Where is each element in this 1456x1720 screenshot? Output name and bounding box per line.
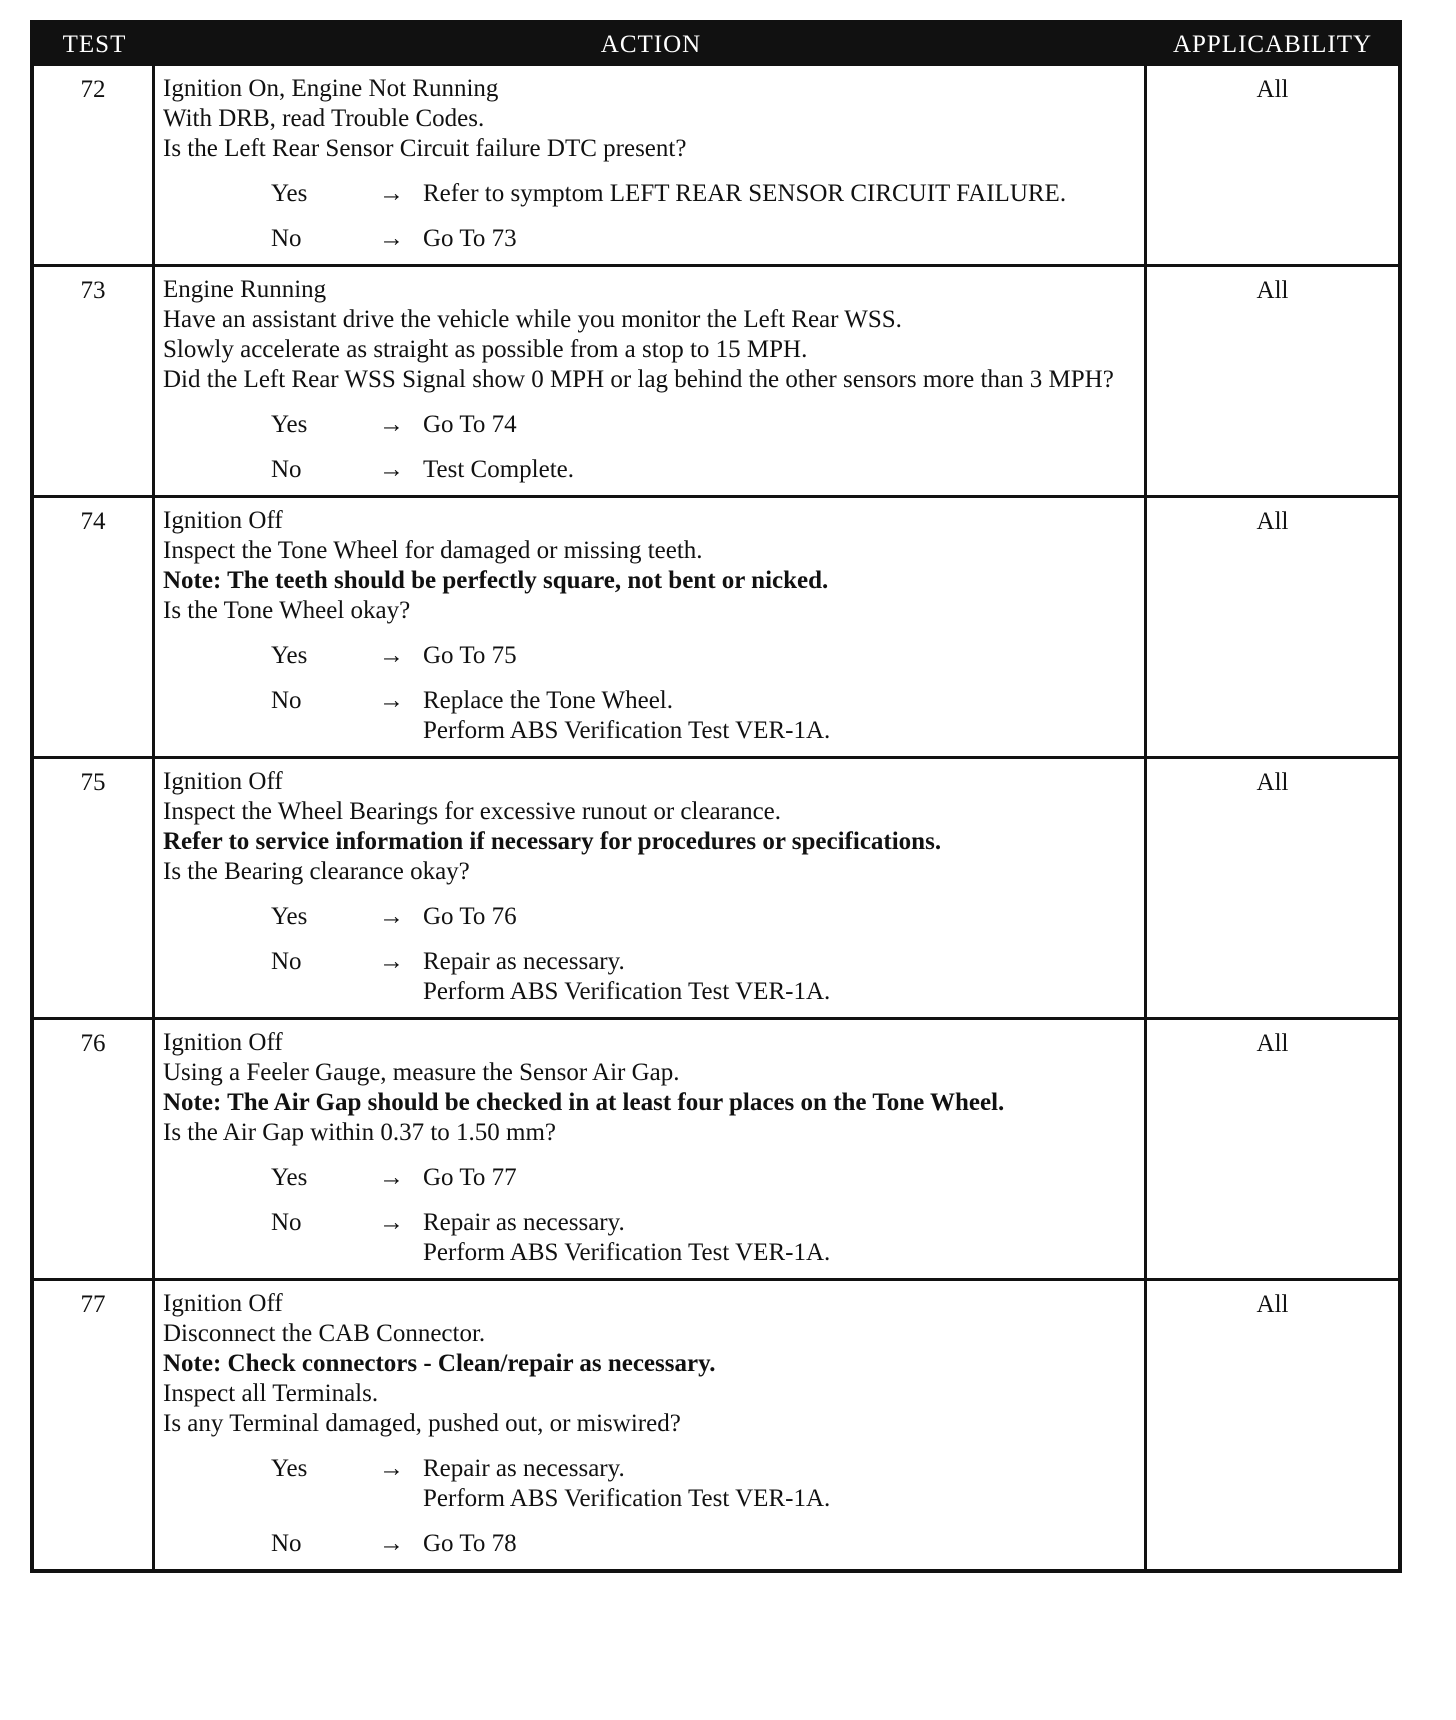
answer-no [163,947,1138,1007]
answer-result [423,1208,1138,1268]
note-text: Note: Check connectors - Clean/repair as necessary. [163,1350,716,1377]
result-line: Perform ABS Verification Test VER-1A. [423,1485,831,1512]
arrow-icon: → [379,1455,404,1482]
step-text: Ignition On, Engine Not Running [163,75,499,102]
header-action: ACTION [600,31,702,58]
table-row [34,756,1398,1017]
answer-label: Yes [271,903,308,930]
answer-result [423,455,1138,485]
applicability-cell: All [1256,1291,1289,1318]
table-row [34,495,1398,756]
answer-label: Yes [271,180,308,207]
result-line: Go To 73 [423,225,517,252]
result-line: Go To 75 [423,642,517,669]
step-text: Ignition Off [163,768,283,795]
result-line: Perform ABS Verification Test VER-1A. [423,978,831,1005]
action-cell [155,267,1147,495]
table-header [34,24,1398,66]
arrow-icon: → [379,1530,404,1557]
step-text: Engine Running [163,276,327,303]
answer-label: No [271,687,302,714]
answer-yes [163,410,1138,440]
answer-label: Yes [271,1164,308,1191]
answer-result [423,179,1138,209]
step-text: Disconnect the CAB Connector. [163,1320,486,1347]
arrow-icon: → [379,411,404,438]
answer-label: No [271,1530,302,1557]
answer-yes [163,641,1138,671]
answer-result [423,947,1138,1007]
action-cell [155,1281,1147,1569]
test-number: 76 [34,1020,155,1278]
test-number: 72 [34,66,155,264]
applicability-cell: All [1256,508,1289,535]
answer-yes [163,179,1138,209]
answer-no [163,686,1138,746]
step-text: Using a Feeler Gauge, measure the Sensor Air Gap. [163,1059,680,1086]
answer-no [163,224,1138,254]
result-line: Go To 77 [423,1164,517,1191]
step-text: Slowly accelerate as straight as possible from a stop to 15 MPH. [163,336,808,363]
step-text: Ignition Off [163,1029,283,1056]
answer-label: Yes [271,642,308,669]
arrow-icon: → [379,180,404,207]
answer-result [423,1529,1138,1559]
step-text: Is any Terminal damaged, pushed out, or miswired? [163,1410,681,1437]
action-cell [155,1020,1147,1278]
applicability-cell: All [1256,769,1289,796]
table-row [34,66,1398,264]
step-text: Is the Bearing clearance okay? [163,858,470,885]
result-line: Replace the Tone Wheel. [423,687,673,714]
table-row [34,1278,1398,1569]
arrow-icon: → [379,456,404,483]
result-line: Go To 74 [423,411,517,438]
header-test: TEST [62,31,127,58]
result-line: Perform ABS Verification Test VER-1A. [423,1239,831,1266]
note-text: Refer to service information if necessary for procedures or specifications. [163,828,942,855]
answer-result [423,902,1138,932]
answer-yes [163,1163,1138,1193]
test-number: 73 [34,267,155,495]
test-number: 77 [34,1281,155,1569]
action-cell [155,498,1147,756]
applicability-cell: All [1256,277,1289,304]
table-row [34,1017,1398,1278]
answer-no [163,1529,1138,1559]
step-text: Is the Tone Wheel okay? [163,597,411,624]
table-body [34,66,1398,1569]
test-number: 75 [34,759,155,1017]
step-text: Have an assistant drive the vehicle while you monitor the Left Rear WSS. [163,306,902,333]
result-line: Repair as necessary. [423,948,625,975]
step-text: Inspect the Wheel Bearings for excessive runout or clearance. [163,798,782,825]
result-line: Perform ABS Verification Test VER-1A. [423,717,831,744]
step-text: Did the Left Rear WSS Signal show 0 MPH or lag behind the other sensors more than 3 MPH? [163,366,1114,393]
answer-label: No [271,225,302,252]
step-text: With DRB, read Trouble Codes. [163,105,485,132]
step-text: Is the Left Rear Sensor Circuit failure DTC present? [163,135,687,162]
arrow-icon: → [379,225,404,252]
test-number: 74 [34,498,155,756]
answer-no [163,455,1138,485]
answer-yes [163,902,1138,932]
arrow-icon: → [379,687,404,714]
answer-label: Yes [271,1455,308,1482]
note-text: Note: The Air Gap should be checked in at least four places on the Tone Wheel. [163,1089,1005,1116]
answer-label: Yes [271,411,308,438]
step-text: Inspect all Terminals. [163,1380,379,1407]
answer-no [163,1208,1138,1268]
answer-result [423,1163,1138,1193]
result-line: Go To 76 [423,903,517,930]
arrow-icon: → [379,1164,404,1191]
answer-label: No [271,456,302,483]
answer-result [423,410,1138,440]
header-applicability: APPLICABILITY [1172,31,1373,58]
answer-label: No [271,948,302,975]
result-line: Go To 78 [423,1530,517,1557]
answer-result [423,686,1138,746]
step-text: Is the Air Gap within 0.37 to 1.50 mm? [163,1119,557,1146]
applicability-cell: All [1256,1030,1289,1057]
result-line: Test Complete. [423,456,575,483]
arrow-icon: → [379,903,404,930]
action-cell [155,66,1147,264]
result-line: Refer to symptom LEFT REAR SENSOR CIRCUIT FAILURE. [423,180,1067,207]
answer-result [423,641,1138,671]
step-text: Ignition Off [163,507,283,534]
step-text: Ignition Off [163,1290,283,1317]
note-text: Note: The teeth should be perfectly square, not bent or nicked. [163,567,829,594]
applicability-cell: All [1256,76,1289,103]
diagnostic-table [30,20,1402,1573]
answer-result [423,1454,1138,1514]
step-text: Inspect the Tone Wheel for damaged or missing teeth. [163,537,703,564]
result-line: Repair as necessary. [423,1209,625,1236]
result-line: Repair as necessary. [423,1455,625,1482]
arrow-icon: → [379,642,404,669]
action-cell [155,759,1147,1017]
answer-result [423,224,1138,254]
arrow-icon: → [379,1209,404,1236]
answer-yes [163,1454,1138,1514]
answer-label: No [271,1209,302,1236]
table-row [34,264,1398,495]
arrow-icon: → [379,948,404,975]
